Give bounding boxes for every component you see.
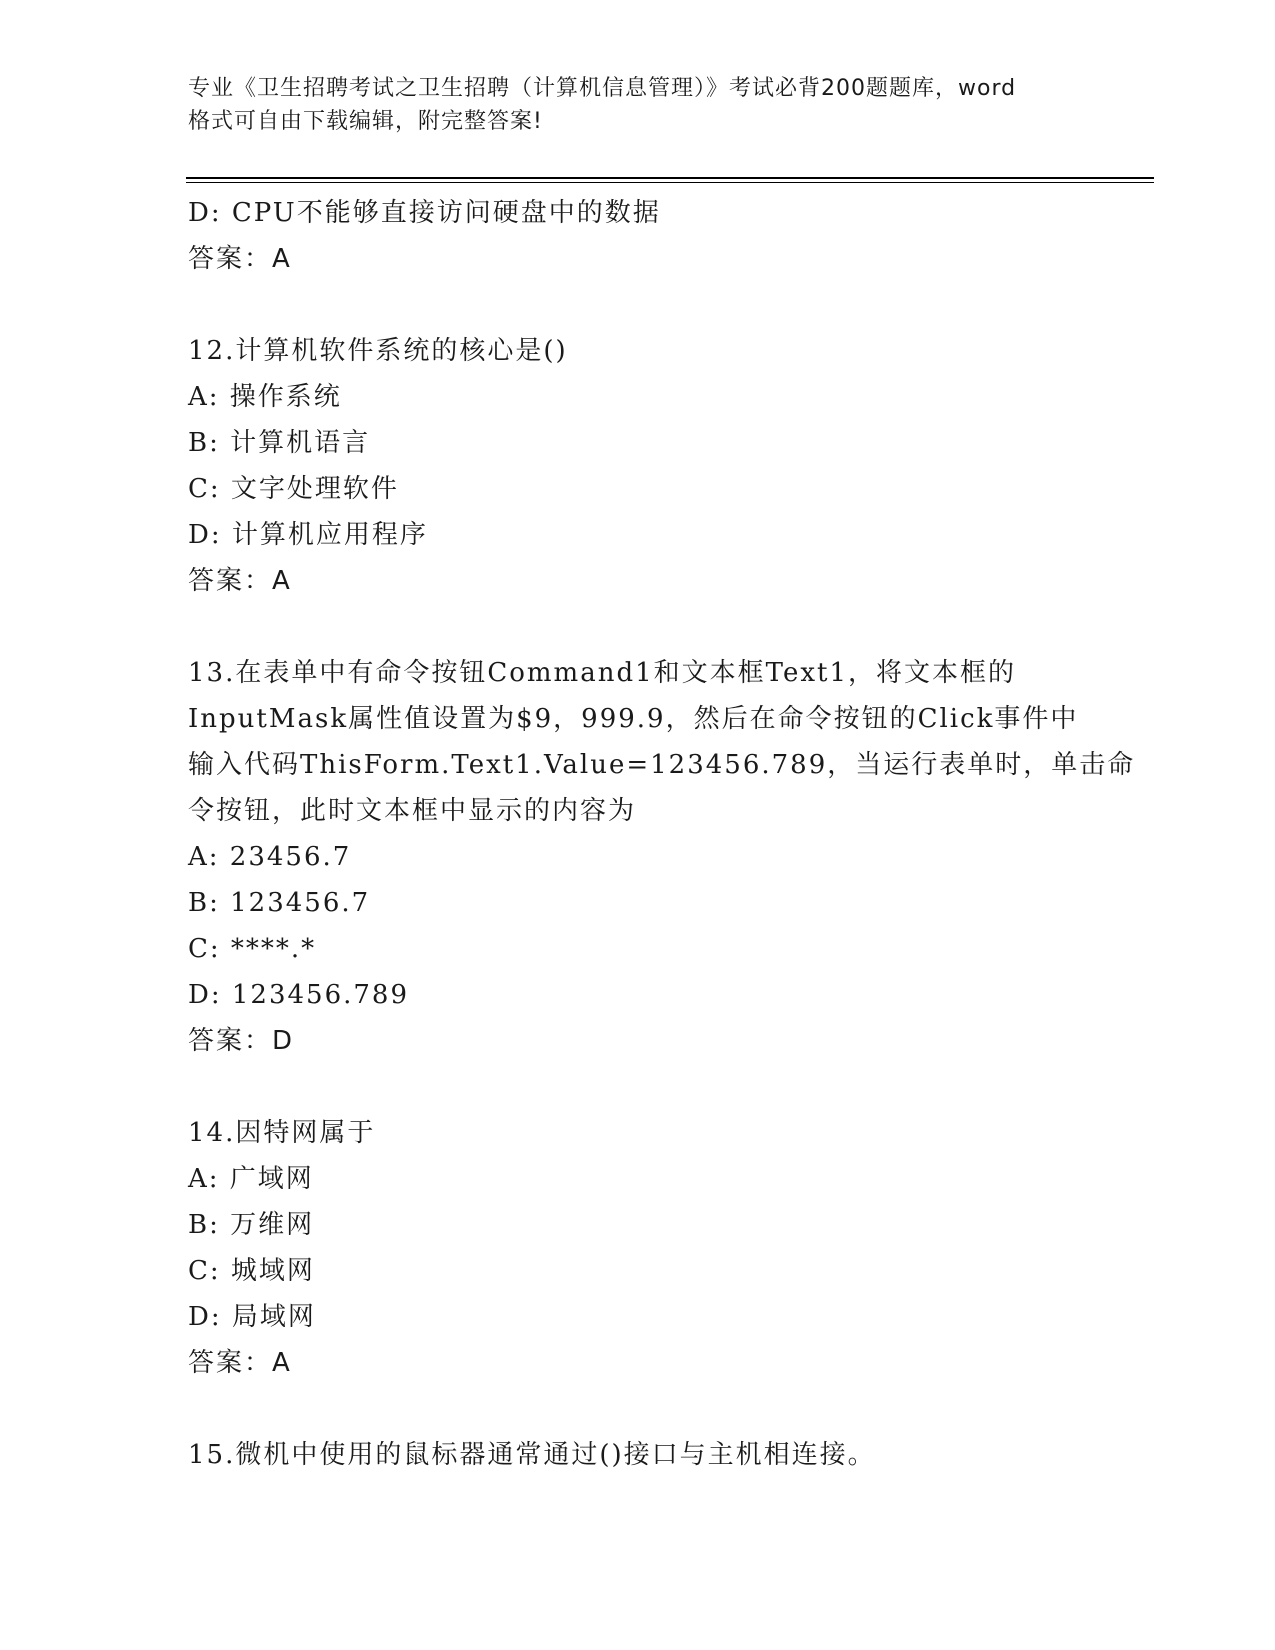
question-text: 15.微机中使用的鼠标器通常通过()接口与主机相连接。 [188,1440,876,1470]
answer-line: 答案：D [188,1026,295,1056]
question-text: 输入代码ThisForm.Text1.Value=123456.789，当运行表单时，单击命 [188,750,1136,780]
question-content [188,190,1136,1478]
option-d: D: CPU不能够直接访问硬盘中的数据 [188,198,661,228]
spacer [188,604,1088,650]
question-14 [188,1110,1088,1386]
spacer [188,1386,1088,1432]
question-13 [188,650,1136,1064]
option-c: C: ****.* [188,934,317,964]
option-c: C: 文字处理软件 [188,474,399,504]
question-text: 14.因特网属于 [188,1118,376,1148]
question-text: InputMask属性值设置为$9，999.9，然后在命令按钮的Click事件中 [188,704,1079,734]
spacer [188,282,1088,328]
question-12 [188,328,1088,604]
option-d: D: 局域网 [188,1302,316,1332]
document-header [188,72,1088,138]
question-text: 13.在表单中有命令按钮Command1和文本框Text1，将文本框的 [188,658,1016,688]
header-line-2: 格式可自由下载编辑，附完整答案! [188,109,543,134]
header-divider-thick [186,177,1154,179]
option-a: A: 23456.7 [188,842,352,872]
option-d: D: 123456.789 [188,980,410,1010]
spacer [188,1064,1088,1110]
option-c: C: 城域网 [188,1256,315,1286]
answer-line: 答案：A [188,244,292,274]
option-b: B: 计算机语言 [188,428,371,458]
option-a: A: 广域网 [188,1164,314,1194]
option-b: B: 万维网 [188,1210,315,1240]
answer-line: 答案：A [188,566,292,596]
question-text: 12.计算机软件系统的核心是() [188,336,568,366]
option-a: A: 操作系统 [188,382,342,412]
header-divider-thin [186,182,1154,183]
header-line-1: 专业《卫生招聘考试之卫生招聘（计算机信息管理）》考试必背200题题库，word [188,76,1017,101]
question-text: 令按钮，此时文本框中显示的内容为 [188,796,637,826]
option-d: D: 计算机应用程序 [188,520,428,550]
question-15 [188,1432,1088,1478]
answer-line: 答案：A [188,1348,292,1378]
option-b: B: 123456.7 [188,888,371,918]
